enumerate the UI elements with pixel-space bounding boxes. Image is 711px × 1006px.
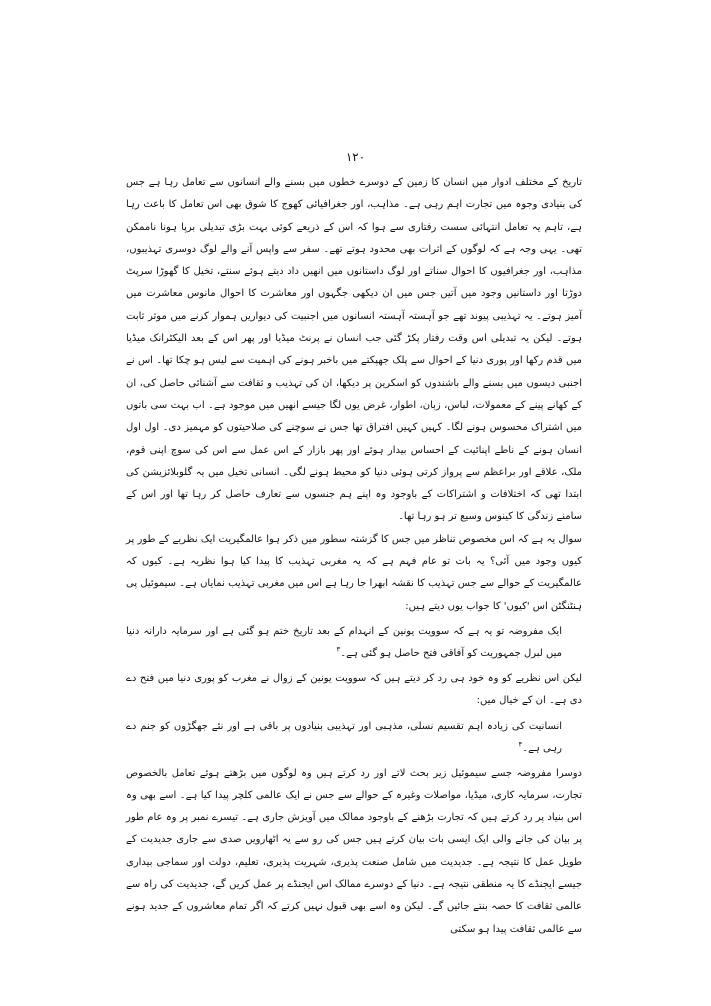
paragraph: سوال یہ ہے کہ اس مخصوص تناظر میں جس کا گزشتہ سطور میں ذکر ہوا عالمگیریت ایک نظریے کے طور پر کیوں وجود میں آئی؟ یہ بات تو عام فہم ہے کہ یہ مغربی تہذیب کا پیدا کیا ہوا نظریہ ہے۔ کیوں کہ عالمگیریت کے حوالے سے جس تہذیب کا نقشہ ابھرا جا رہا ہے اس میں مغربی تہذیب نمایاں ہے۔ سیموئیل پی ہنٹنگٹن اس 'کیوں' کا جواب یوں دیتے ہیں: <box>126 533 582 612</box>
block-quote-text: انسانیت کی زیادہ اہم تقسیم نسلی، مذہبی اور تہذیبی بنیادوں پر باقی ہے اور نئے جھگڑوں کو جنم دے رہی ہے۔ <box>126 720 562 754</box>
page-number: ۱۲۰ <box>345 150 366 164</box>
paragraph: تاریخ کے مختلف ادوار میں انسان کا زمین کے دوسرے خطوں میں بسنے والے انسانوں سے تعامل رہا ہے جس کی بنیادی وجوہ میں تجارت اہم رہی ہے۔ مذاہب، اور جغرافیائی کھوج کا شوق بھی اس تعامل کا باعث رہا ہے، تاہم یہ تعامل انتہائی سست رفتاری سے ہوا کہ اس کے ذریعے کوئی بہت بڑی تبدیلی برپا ہونا ناممکن تھی۔ یہی وجہ ہے کہ لوگوں کے اثرات بھی محدود ہوتے تھے۔ سفر سے واپس آنے والے لوگ دوسری تہذیبوں، مذاہب، اور جغرافیوں کا احوال سناتے اور لوگ داستانوں میں انھیں داد دیتے ہوئے سنتے، تخیل کا گھوڑا سرپٹ دوڑتا اور داستانیں وجود میں آتیں جس میں ان دیکھی جگہوں اور معاشرت کا احوال مانوس معاشرت میں آمیز ہوتے۔ یہ تہذیبی پیوند تھے جو آہستہ آہستہ انسانوں میں اجنبیت کی دیواریں ہموار کرنے میں موثر ثابت ہوتے۔ لیکن یہ تبدیلی اس وقت رفتار پکڑ گئی جب انسان نے پرنٹ میڈیا اور پھر اس کے بعد الیکٹرانک میڈیا میں قدم رکھا اور پوری دنیا کے احوال سے پلک جھپکتے میں باخبر ہونے کی اہمیت سے لیس ہو چکا تھا۔ اس نے اجنبی دیسوں میں بسنے والے باشندوں کو اسکرین پر دیکھا، ان کی تہذیب و ثقافت سے آشنائی حاصل کی، ان کے کھانے پینے کے معمولات، لباس، زبان، اطوار، غرض یوں لگا جیسے انھیں میں موجود ہے۔ اب بہت سی باتوں میں اشتراک محسوس ہونے لگا۔ کہیں کہیں افتراق تھا جس نے سوچنے کی صلاحیتوں کو مہمیز دی۔ اول اول انسان ہونے کے ناطے اپنائیت کے احساس بیدار ہوئے اور پھر بازار کے اس عمل سے اس کی سوچ اپنی قوم، ملک، علاقے اور براعظم سے پرواز کرتی ہوئی دنیا کو محیط ہونے لگی۔ انسانی تخیل میں یہ گلوبلائزیشن کی ابتدا تھی کہ اختلافات و اشتراکات کے باوجود وہ اپنے ہم جنسوں سے تعارف حاصل کر رہا تھا اور اس کے سامنے زندگی کا کینوس وسیع تر ہو رہا تھا۔ <box>126 177 582 523</box>
block-quote-text: ایک مفروضہ تو یہ ہے کہ سوویت یونین کے انہدام کے بعد تاریخ ختم ہو گئی ہے اور سرمایہ دارانہ دنیا میں لبرل جمہوریت کو آفاقی فتح حاصل ہو گئی ہے۔ <box>126 625 562 659</box>
block-quote <box>126 621 562 665</box>
footnote-marker: ۳ <box>336 645 341 654</box>
paragraph: دوسرا مفروضہ جسے سیموئیل زیر بحث لاتے اور رد کرتے ہیں وہ لوگوں میں بڑھتے ہوئے تعامل بالخصوص تجارت، سرمایہ کاری، میڈیا، مواصلات وغیرہ کے حوالے سے جس نے ایک عالمی کلچر پیدا کیا ہے۔ اسے بھی وہ اس بنیاد پر رد کرتے ہیں کہ تجارت بڑھنے کے باوجود ممالک میں آویزش جاری ہے۔ تیسرے نمبر پر وہ عام طور پر بیان کی جانے والی ایک ایسی بات بیان کرتے ہیں جس کی رو سے یہ اٹھارویں صدی سے جاری جدیدیت کے طویل عمل کا نتیجہ ہے۔ جدیدیت میں شامل صنعت پذیری، شہریت پذیری، تعلیم، دولت اور سماجی بیداری جیسے ایجنڈے کا یہ منطقی نتیجہ ہے۔ دنیا کے دوسرے ممالک اس ایجنڈے پر عمل کریں گے، جدیدیت کی راہ سے عالمی ثقافت کا حصہ بنتے جائیں گے۔ لیکن وہ اسے بھی قبول نہیں کرتے کہ اگر تمام معاشروں کے جدید ہونے سے عالمی ثقافت پیدا ہو سکتی <box>126 767 582 935</box>
body-text <box>126 172 582 941</box>
paragraph: لیکن اس نظریے کو وہ خود ہی رد کر دیتے ہیں کہ سوویت یونین کے زوال نے مغرب کو پوری دنیا میں فتح دے دی ہے۔ ان کے خیال میں: <box>126 672 582 707</box>
footnote-marker: ۴ <box>518 740 523 749</box>
block-quote <box>126 716 562 760</box>
